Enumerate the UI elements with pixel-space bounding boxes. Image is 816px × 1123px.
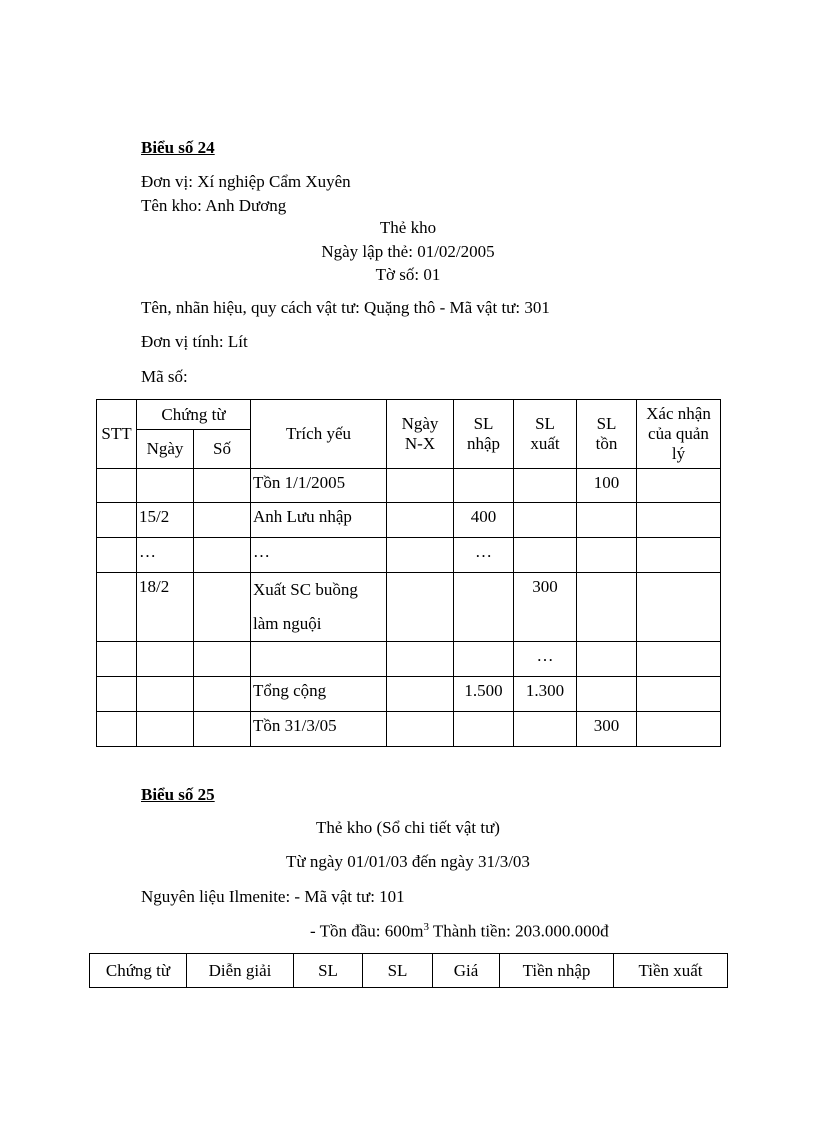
cell-so <box>194 642 251 677</box>
b25-opening-sup: 3 <box>423 921 429 933</box>
cell-so <box>194 712 251 747</box>
cell-nx <box>387 573 454 642</box>
b25-header-sl-1: SL <box>294 954 363 988</box>
cell-ngay: … <box>137 538 194 573</box>
b25-card-title: Thẻ kho (Sổ chi tiết vật tư) <box>316 818 500 837</box>
cell-ngay <box>137 642 194 677</box>
cell-trich-yeu <box>251 573 387 642</box>
header-ngay-nx-line2: N-X <box>404 434 436 453</box>
cell-nx <box>387 469 454 503</box>
b25-opening-pre: - Tồn đầu: 600m <box>310 921 424 941</box>
header-ngay-nx <box>387 400 454 469</box>
cell-trich-yeu: Tồn 31/3/05 <box>251 712 387 747</box>
header-sl-xuat-line2: xuất <box>530 434 560 453</box>
cell-ngay: 15/2 <box>137 503 194 538</box>
b24-title: Biểu số 24 <box>141 138 215 157</box>
header-ngay: Ngày <box>137 430 194 469</box>
b25-header-sl-2: SL <box>363 954 433 988</box>
b24-table <box>96 399 721 747</box>
cell-so <box>194 573 251 642</box>
cell-ton <box>577 642 637 677</box>
cell-trich-yeu: Tổng cộng <box>251 677 387 712</box>
cell-xuat: … <box>514 642 577 677</box>
b24-code: Mã số: <box>141 367 188 386</box>
cell-ngay <box>137 677 194 712</box>
table-row <box>97 469 721 503</box>
header-sl-ton-line2: tồn <box>595 434 618 453</box>
cell-trich-yeu: … <box>251 538 387 573</box>
header-xac-nhan <box>637 400 721 469</box>
header-sl-nhap <box>454 400 514 469</box>
cell-so <box>194 677 251 712</box>
b25-opening-post: Thành tiền: 203.000.000đ <box>428 921 609 941</box>
cell-xuat: 300 <box>514 573 577 642</box>
b25-opening <box>310 921 609 942</box>
cell-nx <box>387 642 454 677</box>
header-sl-xuat-line1: SL <box>535 414 555 433</box>
cell-nhap: … <box>454 538 514 573</box>
b24-unit: Đơn vị: Xí nghiệp Cẩm Xuyên <box>141 172 351 191</box>
b25-table <box>89 953 728 988</box>
cell-trich-yeu: Tồn 1/1/2005 <box>251 469 387 503</box>
b25-period: Từ ngày 01/01/03 đến ngày 31/3/03 <box>286 852 530 871</box>
b24-item: Tên, nhãn hiệu, quy cách vật tư: Quặng thô - Mã vật tư: 301 <box>141 298 550 317</box>
header-sl-xuat <box>514 400 577 469</box>
cell-ton <box>577 538 637 573</box>
cell-xuat: 1.300 <box>514 677 577 712</box>
table-row <box>97 573 721 642</box>
cell-ton <box>577 573 637 642</box>
header-chung-tu: Chứng từ <box>137 400 251 430</box>
cell-trich-yeu-line1: Xuất SC buồng <box>253 580 358 599</box>
b24-sheet: Tờ số: 01 <box>375 265 441 284</box>
cell-so <box>194 503 251 538</box>
header-sl-nhap-line2: nhập <box>466 434 501 453</box>
header-so: Số <box>194 430 251 469</box>
b24-uom: Đơn vị tính: Lít <box>141 332 248 351</box>
cell-nhap <box>454 573 514 642</box>
header-sl-ton <box>577 400 637 469</box>
b24-date: Ngày lập thẻ: 01/02/2005 <box>321 242 495 261</box>
cell-ton: 100 <box>577 469 637 503</box>
b24-card-title: Thẻ kho <box>379 218 437 237</box>
header-xac-nhan-line3: lý <box>671 444 686 463</box>
b25-header-dien-giai: Diễn giải <box>187 954 294 988</box>
table-row <box>97 712 721 747</box>
cell-nhap <box>454 712 514 747</box>
b25-header-row <box>90 954 728 988</box>
table-row <box>97 677 721 712</box>
b25-header-tien-xuat: Tiền xuất <box>614 954 728 988</box>
header-stt: STT <box>97 400 137 469</box>
cell-ngay <box>137 712 194 747</box>
cell-ngay: 18/2 <box>137 573 194 642</box>
cell-ton: 300 <box>577 712 637 747</box>
b25-title: Biểu số 25 <box>141 785 215 804</box>
cell-nhap: 400 <box>454 503 514 538</box>
cell-nx <box>387 538 454 573</box>
b25-header-tien-nhap: Tiền nhập <box>500 954 614 988</box>
cell-xuat <box>514 469 577 503</box>
cell-so <box>194 538 251 573</box>
cell-trich-yeu <box>251 642 387 677</box>
cell-nhap: 1.500 <box>454 677 514 712</box>
b25-header-chung-tu: Chứng từ <box>90 954 187 988</box>
cell-nhap <box>454 469 514 503</box>
cell-so <box>194 469 251 503</box>
header-sl-ton-line1: SL <box>596 414 617 433</box>
b25-header-gia: Giá <box>433 954 500 988</box>
cell-xuat <box>514 538 577 573</box>
cell-trich-yeu-line2: làm nguội <box>253 614 322 633</box>
cell-xuat <box>514 503 577 538</box>
table-row <box>97 538 721 573</box>
header-trich-yeu: Trích yếu <box>251 400 387 469</box>
cell-nhap <box>454 642 514 677</box>
table-row <box>97 642 721 677</box>
cell-nx <box>387 677 454 712</box>
cell-nx <box>387 712 454 747</box>
header-sl-nhap-line1: SL <box>473 414 494 433</box>
cell-ton <box>577 503 637 538</box>
cell-ngay <box>137 469 194 503</box>
table-row <box>97 503 721 538</box>
cell-ton <box>577 677 637 712</box>
b24-warehouse: Tên kho: Anh Dương <box>141 196 287 215</box>
cell-nx <box>387 503 454 538</box>
header-xac-nhan-line1: Xác nhận <box>646 404 711 423</box>
header-ngay-nx-line1: Ngày <box>401 414 439 433</box>
cell-trich-yeu: Anh Lưu nhập <box>251 503 387 538</box>
b25-material: Nguyên liệu Ilmenite: - Mã vật tư: 101 <box>141 887 405 906</box>
cell-xuat <box>514 712 577 747</box>
header-xac-nhan-line2: của quản <box>648 424 709 443</box>
